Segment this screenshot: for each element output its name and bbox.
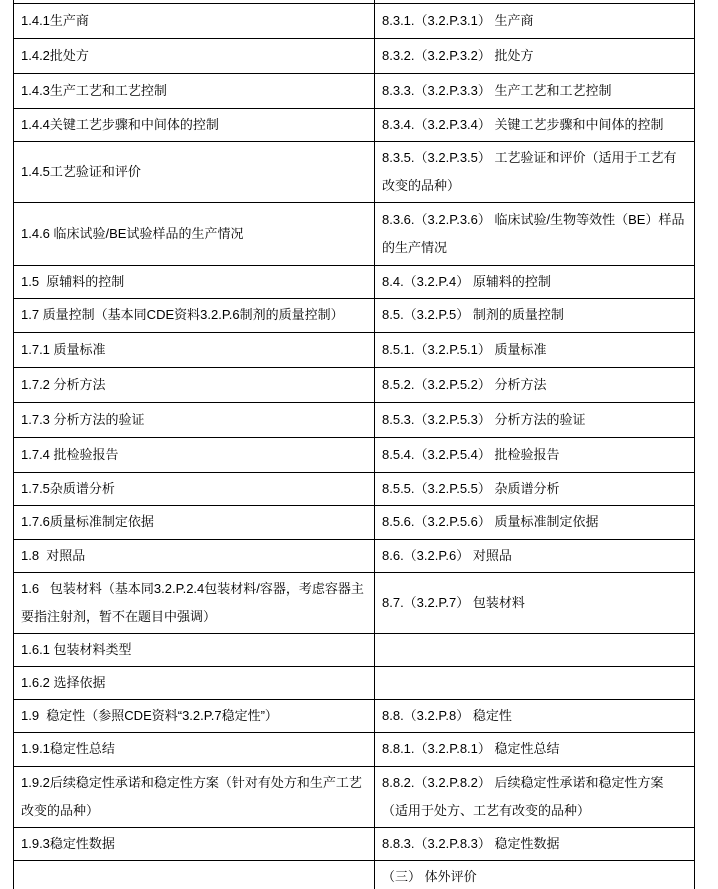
left-section-cell: 1.5 原辅料的控制 [14,265,375,298]
table-row [14,73,695,108]
table-row [14,402,695,437]
left-section-cell: 1.4.6 临床试验/BE试验样品的生产情况 [14,202,375,265]
left-section-cell: 1.7.1 质量标准 [14,332,375,367]
table-row [14,732,695,766]
right-section-cell: 8.5.4.（3.2.P.5.4） 批检验报告 [375,437,695,472]
right-section-cell: 8.7.（3.2.P.7） 包装材料 [375,572,695,633]
right-section-cell: 8.6.（3.2.P.6） 对照品 [375,539,695,572]
left-section-cell: 1.4.1生产商 [14,3,375,38]
left-section-cell: 1.7.2 分析方法 [14,367,375,402]
table-row [14,3,695,38]
right-section-cell: 8.8.（3.2.P.8） 稳定性 [375,699,695,732]
right-section-cell: 8.8.2.（3.2.P.8.2） 后续稳定性承诺和稳定性方案（适用于处方、工艺有改变的品种） [375,766,695,827]
right-section-cell: 8.3.2.（3.2.P.3.2） 批处方 [375,38,695,73]
left-section-cell: 1.6.2 选择依据 [14,666,375,699]
right-section-cell: 8.5.2.（3.2.P.5.2） 分析方法 [375,367,695,402]
table-row [14,265,695,298]
right-section-cell: 8.5.3.（3.2.P.5.3） 分析方法的验证 [375,402,695,437]
right-section-cell: 8.3.4.（3.2.P.3.4） 关键工艺步骤和中间体的控制 [375,108,695,141]
left-section-cell [14,860,375,889]
right-section-cell: 8.5.1.（3.2.P.5.1） 质量标准 [375,332,695,367]
right-section-cell: 8.5.5.（3.2.P.5.5） 杂质谱分析 [375,472,695,505]
table-row [14,108,695,141]
table-row [14,472,695,505]
table-row [14,666,695,699]
right-section-cell: 8.4.（3.2.P.4） 原辅料的控制 [375,265,695,298]
left-section-cell: 1.6.1 包装材料类型 [14,633,375,666]
right-section-cell: 8.3.6.（3.2.P.3.6） 临床试验/生物等效性（BE）样品的生产情况 [375,202,695,265]
left-section-cell: 1.9 稳定性（参照CDE资料“3.2.P.7稳定性”） [14,699,375,732]
left-section-cell: 1.4.4关键工艺步骤和中间体的控制 [14,108,375,141]
table-row [14,202,695,265]
left-section-cell: 1.7 质量控制（基本同CDE资料3.2.P.6制剂的质量控制） [14,298,375,332]
left-section-cell: 1.7.4 批检验报告 [14,437,375,472]
left-section-cell: 1.8 对照品 [14,539,375,572]
table-row [14,699,695,732]
left-section-cell: 1.9.2后续稳定性承诺和稳定性方案（针对有处方和生产工艺改变的品种） [14,766,375,827]
right-section-cell: （三） 体外评价 [375,860,695,889]
table-row [14,141,695,202]
left-section-cell: 1.4.3生产工艺和工艺控制 [14,73,375,108]
right-section-cell: 8.3.3.（3.2.P.3.3） 生产工艺和工艺控制 [375,73,695,108]
table-row [14,38,695,73]
table-row [14,860,695,889]
left-section-cell: 1.7.6质量标准制定依据 [14,505,375,539]
right-section-cell: 8.8.3.（3.2.P.8.3） 稳定性数据 [375,827,695,860]
right-section-cell: 8.3.1.（3.2.P.3.1） 生产商 [375,3,695,38]
left-section-cell: 1.7.3 分析方法的验证 [14,402,375,437]
left-section-cell: 1.9.1稳定性总结 [14,732,375,766]
mapping-table [13,0,695,889]
table-row [14,332,695,367]
left-section-cell: 1.9.3稳定性数据 [14,827,375,860]
table-row [14,367,695,402]
table-row [14,572,695,633]
table-row [14,539,695,572]
table-row [14,766,695,827]
table-row [14,298,695,332]
right-section-cell [375,666,695,699]
table-row [14,827,695,860]
table-body [14,0,695,889]
right-section-cell: 8.5.（3.2.P.5） 制剂的质量控制 [375,298,695,332]
left-section-cell: 1.6 包装材料（基本同3.2.P.2.4包装材料/容器，考虑容器主要指注射剂，暂不在题目中强调） [14,572,375,633]
right-section-cell [375,633,695,666]
right-section-cell: 8.3.5.（3.2.P.3.5） 工艺验证和评价（适用于工艺有改变的品种） [375,141,695,202]
right-section-cell: 8.5.6.（3.2.P.5.6） 质量标准制定依据 [375,505,695,539]
table-row [14,505,695,539]
left-section-cell: 1.4.2批处方 [14,38,375,73]
right-section-cell: 8.8.1.（3.2.P.8.1） 稳定性总结 [375,732,695,766]
table-row [14,633,695,666]
table-row [14,437,695,472]
left-section-cell: 1.4.5工艺验证和评价 [14,141,375,202]
left-section-cell: 1.7.5杂质谱分析 [14,472,375,505]
